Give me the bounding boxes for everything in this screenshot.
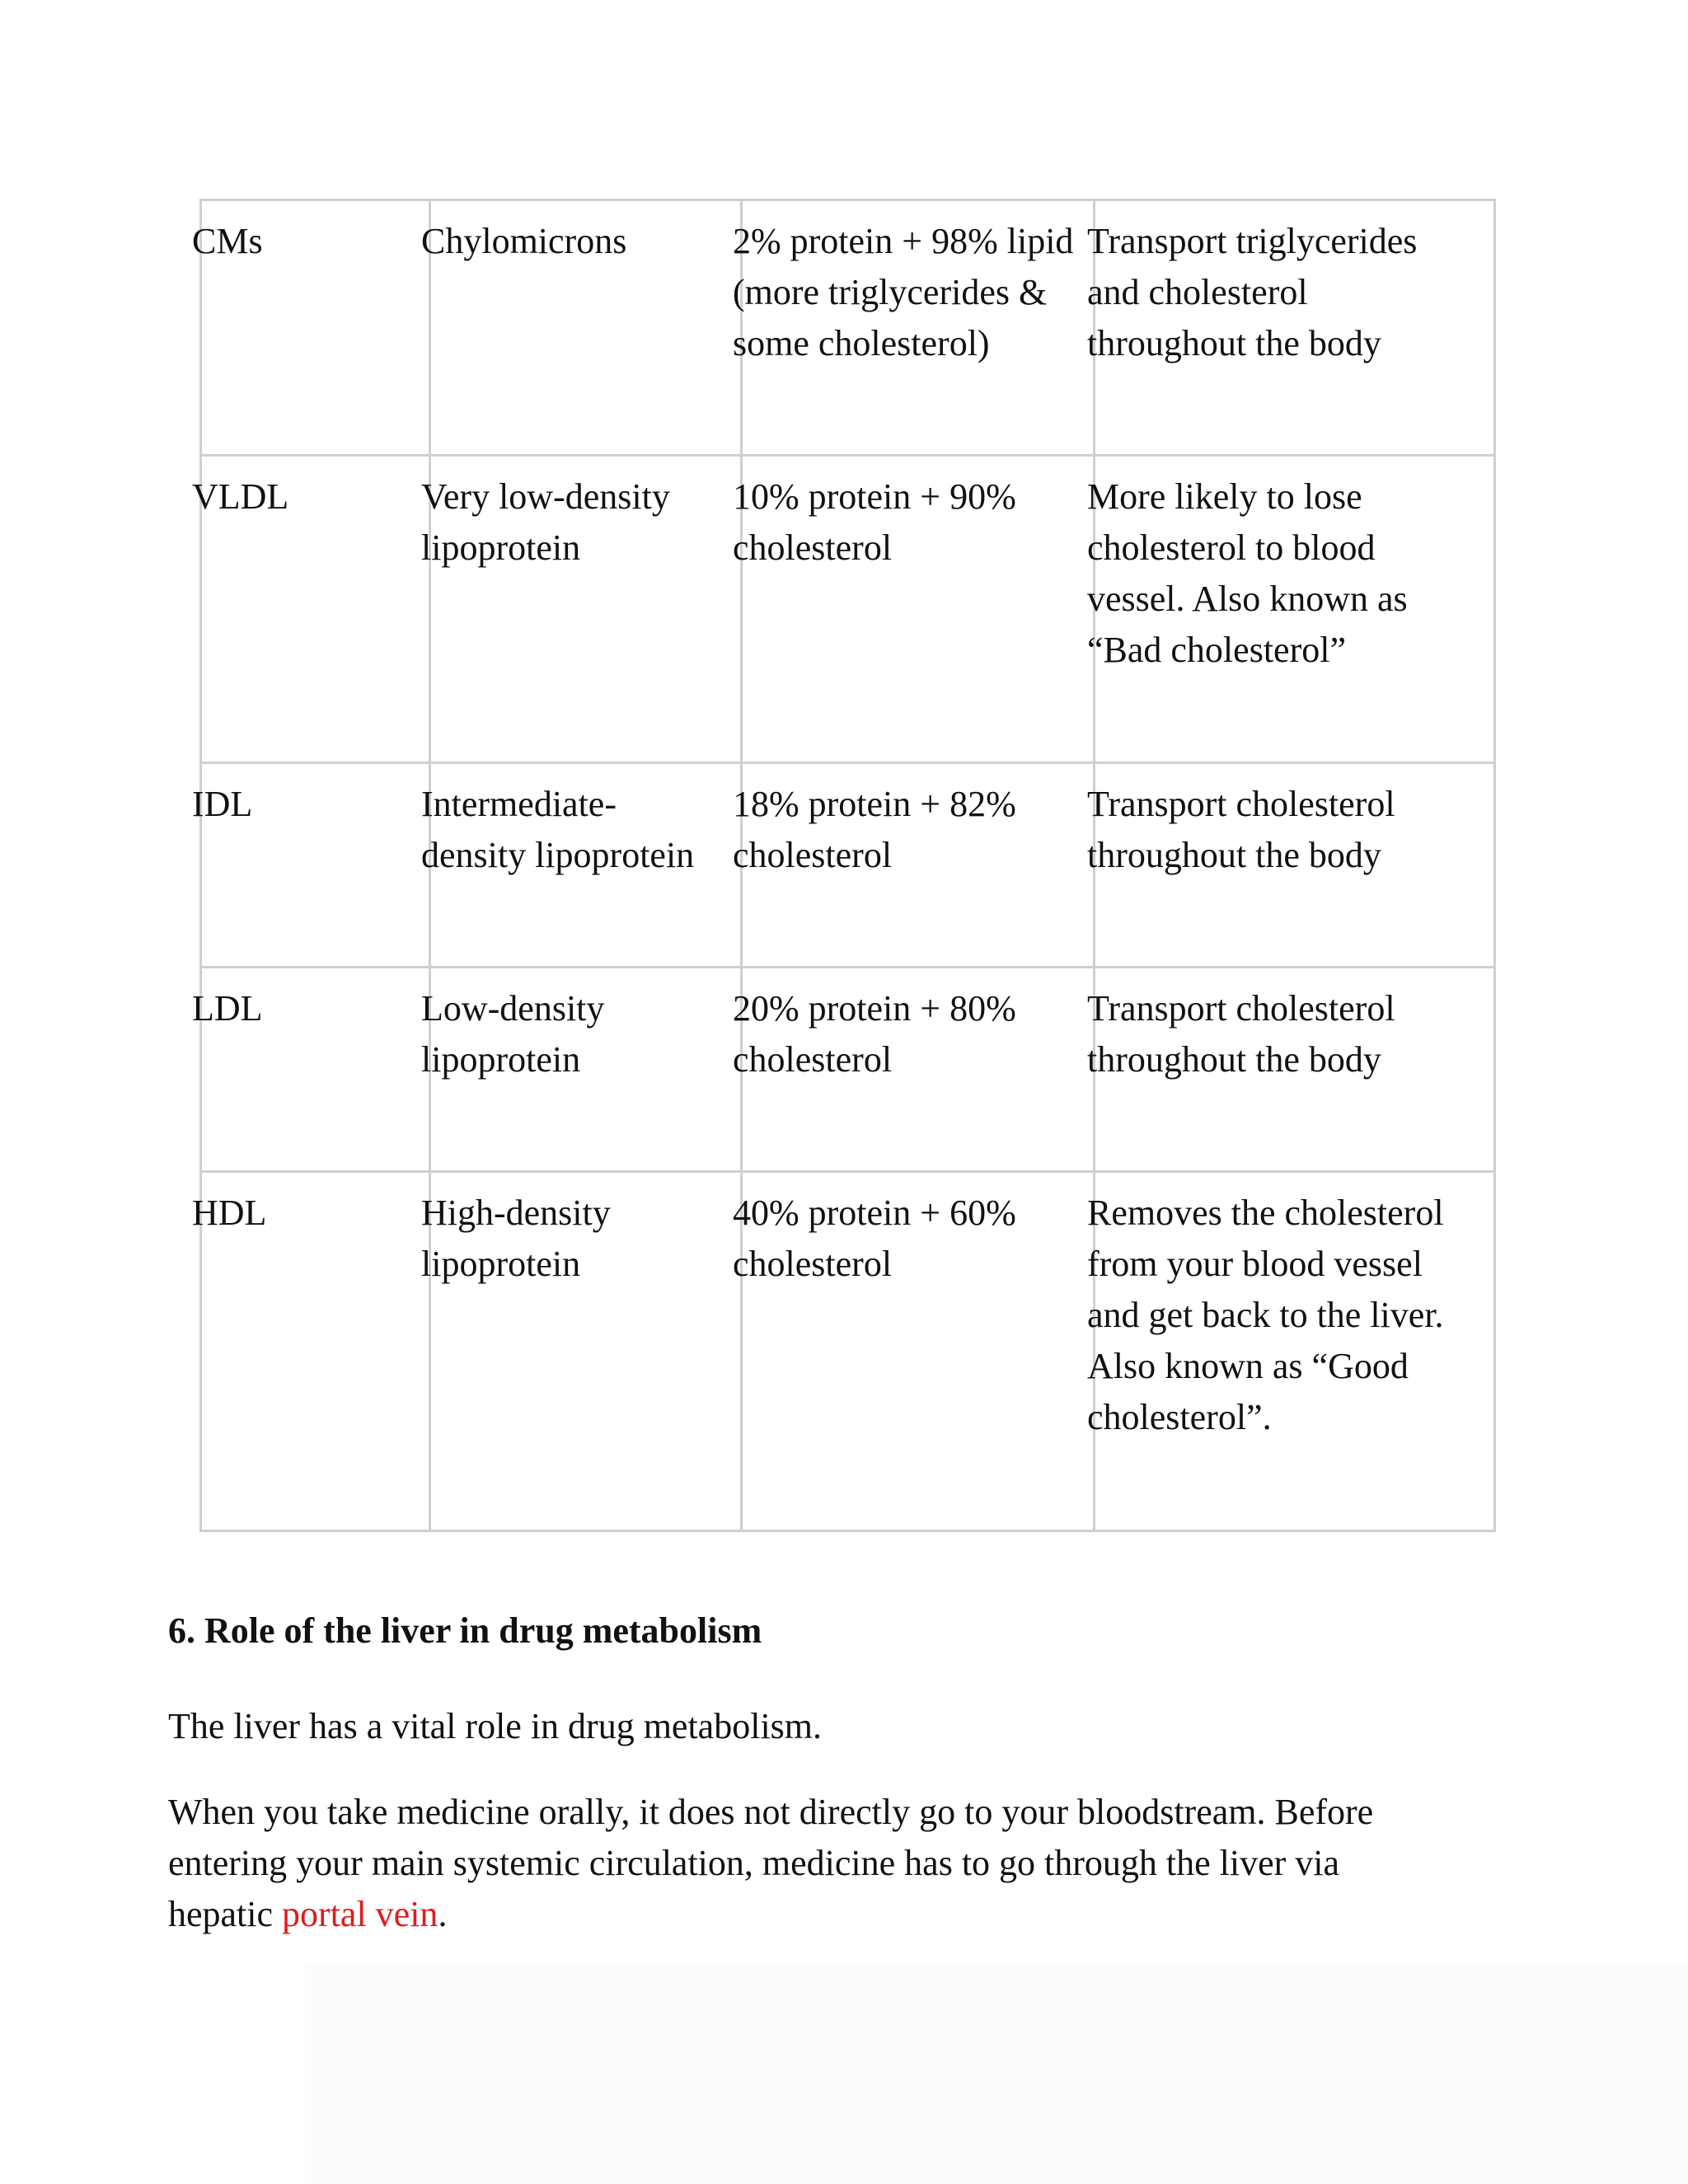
cell-full-name — [421, 200, 742, 456]
cell-function — [1087, 1172, 1495, 1531]
text-line: cholesterol — [733, 835, 893, 875]
cell-composition — [733, 763, 1095, 968]
cell-abbreviation: VLDL — [201, 456, 430, 763]
text-line: throughout the body — [1087, 835, 1381, 875]
table-row — [201, 968, 1495, 1172]
cell-abbreviation: LDL — [201, 968, 430, 1172]
text-line: Transport triglycerides — [1087, 221, 1418, 261]
cell-abbreviation: HDL — [201, 1172, 430, 1531]
text-line: lipoprotein — [421, 527, 581, 568]
text-line: Transport cholesterol — [1087, 784, 1395, 824]
text-line: cholesterol — [733, 1039, 893, 1080]
text-line: Transport cholesterol — [1087, 988, 1395, 1029]
paragraph-period: . — [438, 1894, 448, 1934]
paragraph-line: entering your main systemic circulation, medicine has to go through the liver via — [168, 1843, 1340, 1883]
text-line: cholesterol to blood — [1087, 527, 1376, 568]
cell-full-name — [421, 763, 742, 968]
text-line: “Bad cholesterol” — [1087, 630, 1346, 670]
text-line: Intermediate- — [421, 784, 617, 824]
text-line: from your blood vessel — [1087, 1244, 1423, 1284]
cell-composition — [733, 200, 1095, 456]
cell-composition — [733, 968, 1095, 1172]
text-line: 40% protein + 60% — [733, 1193, 1016, 1233]
text-line: lipoprotein — [421, 1244, 581, 1284]
table-row — [201, 763, 1495, 968]
table-row — [201, 456, 1495, 763]
text-line: throughout the body — [1087, 1039, 1381, 1080]
cell-function — [1087, 968, 1495, 1172]
cell-full-name — [421, 1172, 742, 1531]
text-line: cholesterol — [733, 1244, 893, 1284]
text-line: cholesterol”. — [1087, 1397, 1272, 1437]
text-line: some cholesterol) — [733, 323, 990, 363]
cell-abbreviation: CMs — [201, 200, 430, 456]
text-line: and get back to the liver. — [1087, 1295, 1444, 1335]
text-line: 10% protein + 90% — [733, 476, 1016, 517]
cell-composition — [733, 456, 1095, 763]
text-line: Removes the cholesterol — [1087, 1193, 1444, 1233]
text-line: Low-density — [421, 988, 605, 1029]
paragraph-line: When you take medicine orally, it does not directly go to your bloodstream. Before — [168, 1792, 1374, 1832]
text-line: cholesterol — [733, 527, 893, 568]
body-paragraph — [168, 1787, 1373, 1940]
text-line: 2% protein + 98% lipid — [733, 221, 1074, 261]
text-line: 20% protein + 80% — [733, 988, 1016, 1029]
text-line: (more triglycerides & — [733, 272, 1048, 312]
text-line: Chylomicrons — [421, 221, 627, 261]
text-line: density lipoprotein — [421, 835, 695, 875]
cell-full-name — [421, 456, 742, 763]
cell-function — [1087, 763, 1495, 968]
portal-vein-link[interactable]: portal vein — [282, 1894, 438, 1934]
text-line: More likely to lose — [1087, 476, 1362, 517]
text-line: vessel. Also known as — [1087, 579, 1408, 619]
cell-composition — [733, 1172, 1095, 1531]
cell-full-name — [421, 968, 742, 1172]
text-line: lipoprotein — [421, 1039, 581, 1080]
intro-paragraph: The liver has a vital role in drug metabolism. — [168, 1706, 823, 1746]
page-shade — [305, 1966, 1688, 2184]
cell-abbreviation: IDL — [201, 763, 430, 968]
table-row — [201, 1172, 1495, 1531]
cell-function — [1087, 200, 1495, 456]
table-row — [201, 200, 1495, 456]
text-line: High-density — [421, 1193, 611, 1233]
section-heading: 6. Role of the liver in drug metabolism — [168, 1610, 762, 1651]
text-line: 18% protein + 82% — [733, 784, 1016, 824]
text-line: Very low-density — [421, 476, 670, 517]
text-line: Also known as “Good — [1087, 1346, 1409, 1386]
lipoprotein-table — [192, 199, 1496, 1532]
cell-function — [1087, 456, 1495, 763]
text-line: throughout the body — [1087, 323, 1381, 363]
paragraph-line: hepatic — [168, 1894, 283, 1934]
text-line: and cholesterol — [1087, 272, 1308, 312]
